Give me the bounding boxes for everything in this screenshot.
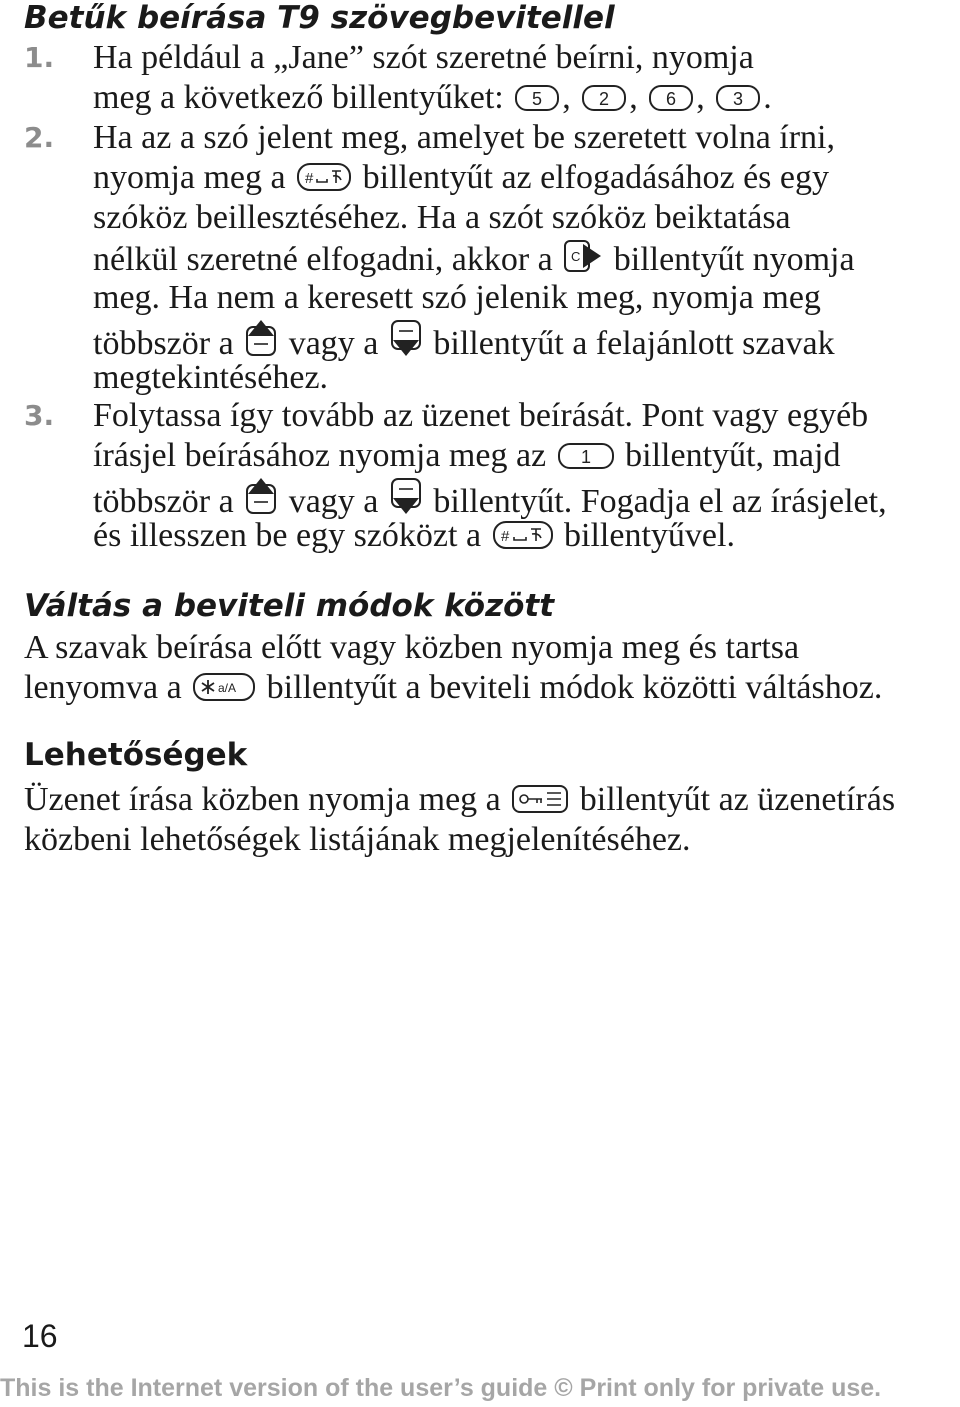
- step-2-line-2: [93, 158, 829, 198]
- step-2-text: billentyűt nyomja: [613, 241, 855, 278]
- number-key-3-icon: [715, 84, 761, 112]
- step-2-line-5: meg. Ha nem a keresett szó jelenik meg, nyomja meg: [93, 279, 821, 316]
- step-3-text: többször a: [93, 483, 234, 520]
- step-2-text: vagy a: [288, 325, 379, 362]
- step-2-text: billentyűt az elfogadásához és egy: [362, 159, 829, 196]
- section-title-input-modes: Váltás a beviteli módok között: [24, 588, 555, 624]
- input-modes-text: lenyomva a: [24, 669, 182, 706]
- nav-up-key-icon: [244, 318, 278, 358]
- clear-key-icon: [563, 238, 603, 274]
- step-3-text: vagy a: [288, 483, 379, 520]
- step-1-line-2: [93, 78, 772, 118]
- comma: ,: [562, 79, 571, 116]
- options-text: Üzenet írása közben nyomja meg a: [24, 781, 501, 818]
- step-3-text: és illesszen be egy szóközt a: [93, 517, 482, 554]
- step-number: 2.: [24, 121, 55, 154]
- number-key-6-icon: [648, 84, 694, 112]
- comma: ,: [629, 79, 638, 116]
- options-line-1: [24, 780, 895, 820]
- number-key-1-icon: [557, 442, 615, 470]
- step-3-text: írásjel beírásához nyomja meg az: [93, 437, 547, 474]
- number-key-2-icon: [581, 84, 627, 112]
- step-2-text: nyomja meg a: [93, 159, 286, 196]
- step-2-text: nélkül szeretné elfogadni, akkor a: [93, 241, 553, 278]
- period: .: [763, 79, 772, 116]
- step-3-text: billentyűt. Fogadja el az írásjelet,: [433, 483, 887, 520]
- step-3-text: billentyűvel.: [564, 517, 735, 554]
- svg-text:a/A: a/A: [218, 681, 237, 695]
- step-1-text: meg a következő billentyűket:: [93, 79, 504, 116]
- svg-text:3: 3: [733, 89, 744, 109]
- section-title-options: Lehetőségek: [24, 737, 248, 773]
- more-key-icon: [511, 784, 569, 814]
- step-number: 3.: [24, 399, 55, 432]
- step-3-text: billentyűt, majd: [625, 437, 841, 474]
- step-3-line-1: Folytassa így tovább az üzenet beírását. Pont vagy egyéb: [93, 397, 869, 434]
- options-line-2: közbeni lehetőségek listájának megjelenítéséhez.: [24, 821, 691, 858]
- input-modes-line-2: [24, 668, 882, 708]
- hash-space-key-icon: [296, 162, 352, 192]
- star-mode-key-icon: [192, 672, 256, 702]
- step-1-line-1: Ha például a „Jane” szót szeretné beírni, nyomja: [93, 39, 754, 76]
- step-number: 1.: [24, 41, 55, 74]
- nav-up-key-icon: [244, 476, 278, 516]
- options-text: billentyűt az üzenetírás: [579, 781, 896, 818]
- input-modes-text: billentyűt a beviteli módok közötti váltáshoz.: [266, 669, 883, 706]
- page-number: 16: [22, 1318, 58, 1354]
- svg-text:1: 1: [580, 447, 591, 467]
- step-3-line-4: [93, 516, 735, 556]
- footer-note: This is the Internet version of the user’s guide © Print only for private use.: [0, 1374, 882, 1402]
- svg-text:#: #: [500, 528, 509, 545]
- input-modes-line-1: A szavak beírása előtt vagy közben nyomja meg és tartsa: [24, 629, 800, 666]
- hash-space-key-icon: [492, 520, 554, 550]
- comma: ,: [696, 79, 705, 116]
- nav-down-key-icon: [389, 318, 423, 358]
- section-title-t9: Betűk beírása T9 szövegbevitellel: [24, 0, 615, 36]
- svg-text:6: 6: [666, 89, 677, 109]
- svg-text:C: C: [571, 249, 581, 264]
- number-key-5-icon: [514, 84, 560, 112]
- step-2-line-4: [93, 238, 855, 280]
- svg-text:5: 5: [532, 89, 543, 109]
- nav-down-key-icon: [389, 476, 423, 516]
- step-2-line-7: megtekintéséhez.: [93, 359, 329, 396]
- step-2-text: billentyűt a felajánlott szavak: [433, 325, 835, 362]
- svg-text:2: 2: [599, 89, 610, 109]
- step-2-text: többször a: [93, 325, 234, 362]
- step-3-line-2: [93, 436, 840, 476]
- step-2-line-1: Ha az a szó jelent meg, amelyet be szeretett volna írni,: [93, 119, 836, 156]
- svg-text:#: #: [305, 170, 314, 187]
- step-2-line-3: szóköz beillesztéséhez. Ha a szót szóköz beiktatása: [93, 199, 791, 236]
